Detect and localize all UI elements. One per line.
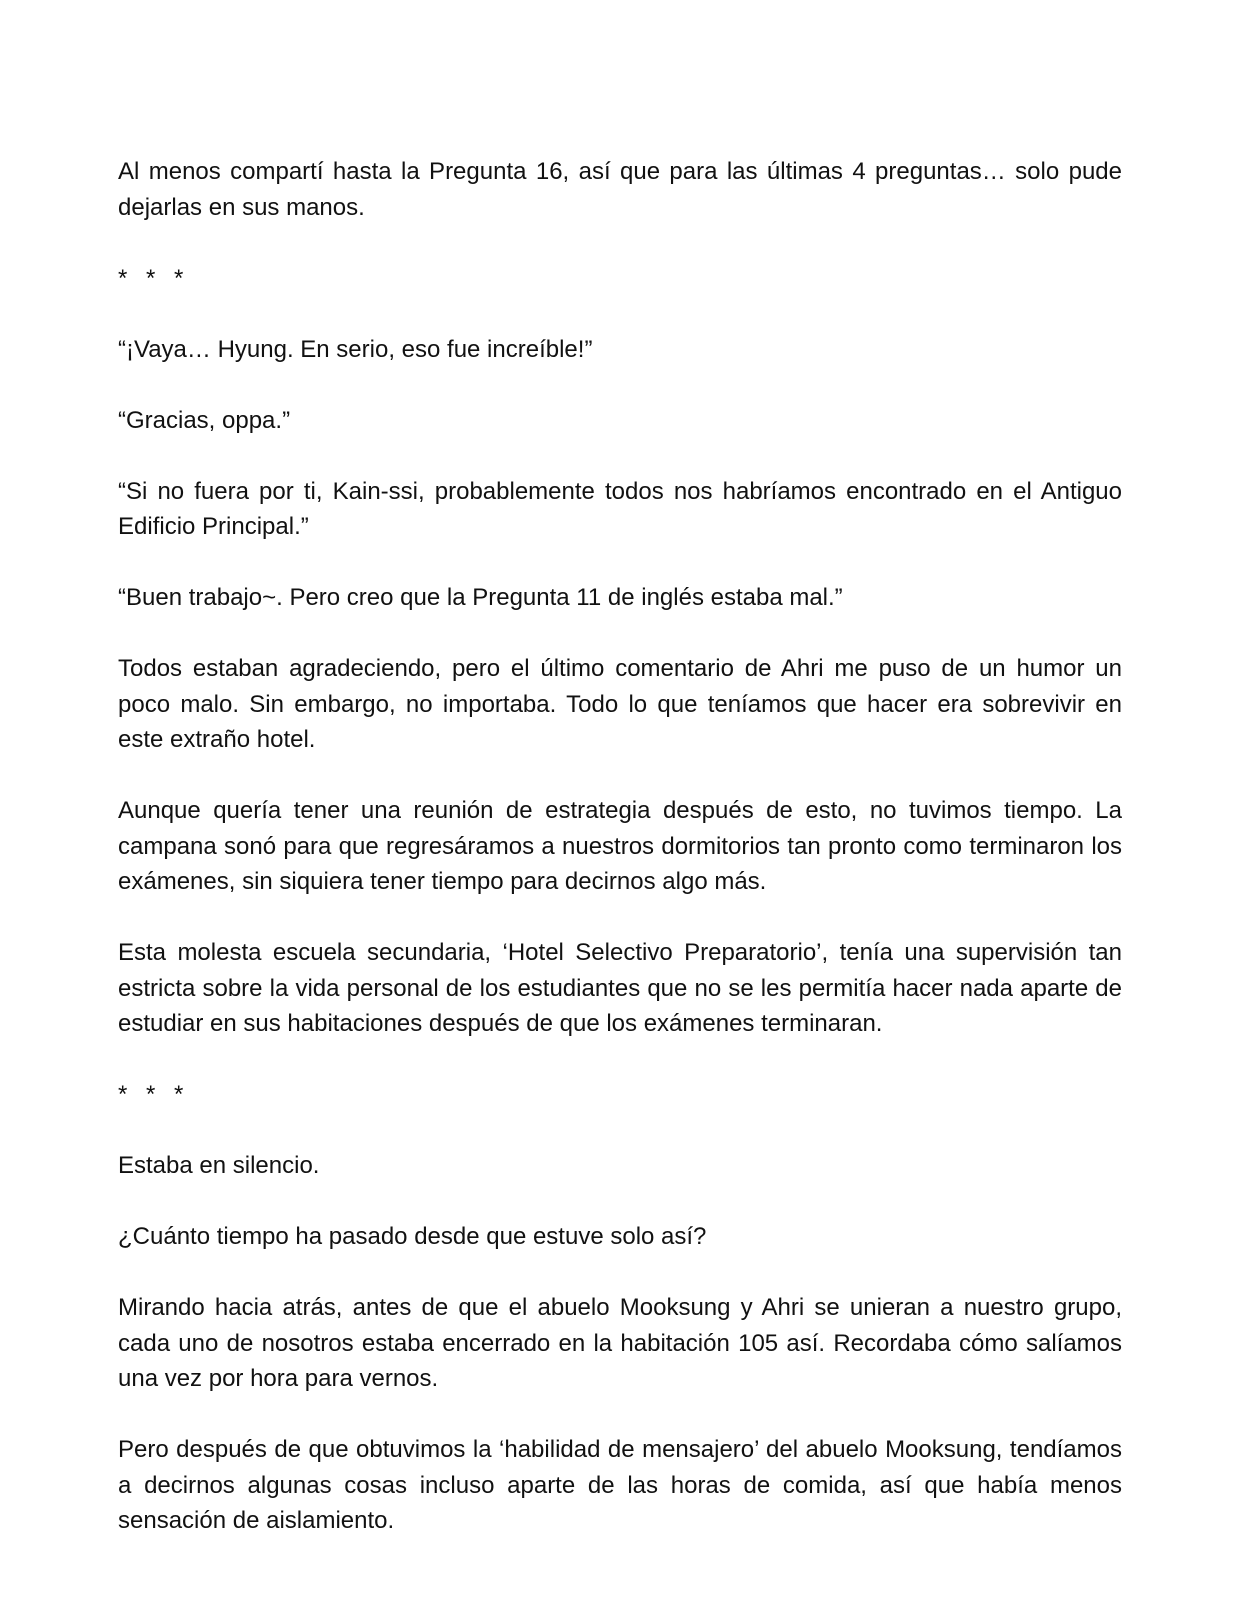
- scene-separator: * * *: [118, 264, 190, 292]
- paragraph: ¿Cuánto tiempo ha pasado desde que estuve solo así?: [118, 1223, 707, 1250]
- paragraph: Pero después de que obtuvimos la ‘habilidad de mensajero’ del abuelo Mooksung, tendíamos a decirnos algunas cosas incluso aparte de las horas de comida, así que había menos sensación de aislamiento.: [118, 1436, 1122, 1534]
- document-body: [118, 154, 1122, 1574]
- dialogue-line: “¡Vaya… Hyung. En serio, eso fue increíble!”: [118, 335, 593, 363]
- paragraph: Todos estaban agradeciendo, pero el último comentario de Ahri me puso de un humor un poco malo. Sin embargo, no importaba. Todo lo que teníamos que hacer era sobrevivir en este extraño hotel.: [118, 655, 1122, 753]
- dialogue-line: “Buen trabajo~. Pero creo que la Pregunta 11 de inglés estaba mal.”: [118, 584, 843, 611]
- paragraph: Mirando hacia atrás, antes de que el abuelo Mooksung y Ahri se unieran a nuestro grupo, cada uno de nosotros estaba encerrado en la habitación 105 así. Recordaba cómo salíamos una vez por hora para vernos.: [118, 1294, 1122, 1392]
- scene-separator: * * *: [118, 1081, 190, 1108]
- dialogue-line: “Gracias, oppa.”: [118, 406, 291, 434]
- paragraph: Al menos compartí hasta la Pregunta 16, así que para las últimas 4 preguntas… solo pude dejarlas en sus manos.: [118, 158, 1122, 221]
- paragraph: Aunque quería tener una reunión de estrategia después de esto, no tuvimos tiempo. La campana sonó para que regresáramos a nuestros dormitorios tan pronto como terminaron los exámenes, sin siquiera tener tiempo para decirnos algo más.: [118, 797, 1122, 895]
- paragraph: Esta molesta escuela secundaria, ‘Hotel Selectivo Preparatorio’, tenía una supervisión tan estricta sobre la vida personal de los estudiantes que no se les permitía hacer nada aparte de estudiar en sus habitaciones después de que los exámenes terminaran.: [118, 939, 1122, 1037]
- paragraph: Estaba en silencio.: [118, 1152, 320, 1179]
- dialogue-line: “Si no fuera por ti, Kain-ssi, probablemente todos nos habríamos encontrado en el Antiguo Edificio Principal.”: [118, 477, 1122, 540]
